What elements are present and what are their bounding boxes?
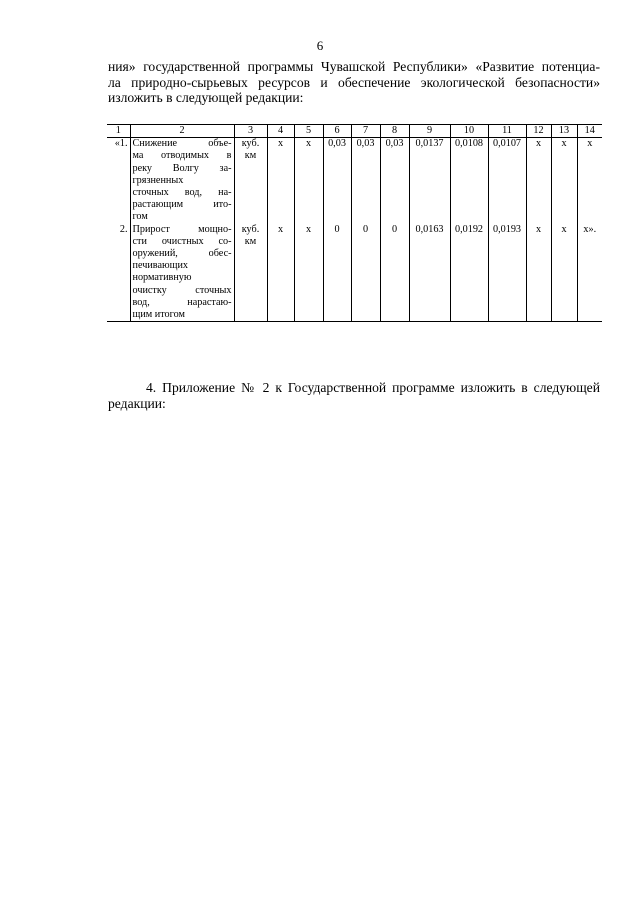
table-row	[107, 224, 602, 322]
column-header: 3	[234, 125, 267, 138]
value-cell: 0	[323, 224, 351, 322]
unit-line: куб.	[241, 223, 260, 235]
column-header: 12	[526, 125, 551, 138]
value-cell: x	[526, 138, 551, 224]
value-cell: 0,03	[323, 138, 351, 224]
value-cell: x	[526, 224, 551, 322]
row-number: 2.	[107, 224, 130, 322]
unit-line: км	[244, 235, 257, 247]
name-line: грязненных	[132, 174, 184, 186]
indicators-table	[107, 124, 602, 322]
unit-line: км	[244, 150, 257, 162]
value-cell: x	[294, 138, 323, 224]
value-cell: 0	[351, 224, 380, 322]
intro-text	[108, 59, 600, 106]
value-cell: x».	[577, 224, 602, 322]
column-header: 7	[351, 125, 380, 138]
column-header: 5	[294, 125, 323, 138]
value-cell: 0,03	[380, 138, 409, 224]
name-line: печивающих	[132, 260, 188, 272]
column-header: 2	[130, 125, 234, 138]
column-header: 14	[577, 125, 602, 138]
paragraph-appendix-2	[108, 380, 600, 412]
value-cell: x	[551, 138, 577, 224]
name-line: сти очистных со-	[132, 235, 232, 247]
value-cell: 0,0193	[488, 224, 526, 322]
value-cell: 0,0192	[450, 224, 488, 322]
name-line: Прирост мощно-	[132, 223, 232, 235]
value-cell: 0,03	[351, 138, 380, 224]
name-line: ма отводимых в	[132, 150, 232, 162]
value-cell: 0	[380, 224, 409, 322]
indicator-name	[130, 224, 234, 322]
column-header: 9	[409, 125, 450, 138]
value-cell: 0,0163	[409, 224, 450, 322]
value-cell: x	[551, 224, 577, 322]
value-cell: x	[294, 224, 323, 322]
value-cell: 0,0107	[488, 138, 526, 224]
name-line: очистку сточных	[132, 284, 232, 296]
table-row	[107, 138, 602, 224]
name-line: нормативную	[132, 272, 192, 284]
column-header: 6	[323, 125, 351, 138]
name-line: реку Волгу за-	[132, 162, 232, 174]
unit-cell	[234, 138, 267, 224]
paragraph-line: 4. Приложение № 2 к Государственной программе изложить в следующей	[146, 380, 600, 395]
name-line: щим итогом	[132, 309, 185, 321]
name-line: Снижение объе-	[132, 138, 232, 150]
unit-cell	[234, 224, 267, 322]
value-cell: 0,0108	[450, 138, 488, 224]
value-cell: x	[267, 224, 294, 322]
unit-line: куб.	[241, 138, 260, 150]
value-cell: 0,0137	[409, 138, 450, 224]
intro-line: изложить в следующей редакции:	[108, 90, 304, 105]
name-line: сточных вод, на-	[132, 187, 232, 199]
name-line: оружений, обес-	[132, 248, 232, 260]
column-header: 11	[488, 125, 526, 138]
column-header: 8	[380, 125, 409, 138]
column-header: 1	[107, 125, 130, 138]
intro-line: ния» государственной программы Чувашской Республики» «Развитие потенциа-	[108, 59, 600, 74]
name-line: вод, нарастаю-	[132, 296, 232, 308]
value-cell: x	[577, 138, 602, 224]
column-header: 13	[551, 125, 577, 138]
page-number: 6	[316, 38, 324, 53]
name-line: гом	[132, 211, 148, 223]
intro-line: ла природно-сырьевых ресурсов и обеспечение экологической безопасности»	[108, 74, 600, 90]
value-cell: x	[267, 138, 294, 224]
row-number: «1.	[107, 138, 130, 224]
indicator-name	[130, 138, 234, 224]
name-line: растающим ито-	[132, 199, 232, 211]
column-header: 10	[450, 125, 488, 138]
paragraph-line: редакции:	[108, 396, 166, 411]
table-header-row	[107, 125, 602, 138]
column-header: 4	[267, 125, 294, 138]
